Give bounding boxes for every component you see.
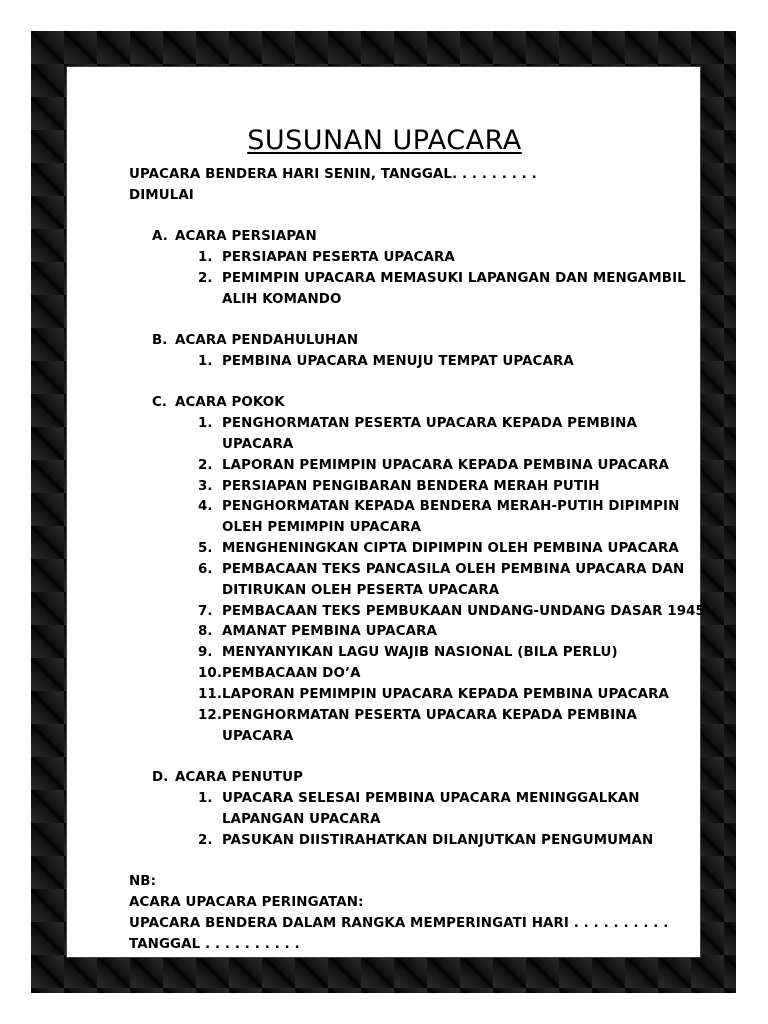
item-number: 10. xyxy=(198,666,223,681)
item-text: MENYANYIKAN LAGU WAJIB NASIONAL (BILA PERLU) xyxy=(222,645,618,660)
intro-line: UPACARA BENDERA HARI SENIN, TANGGAL. . . . . . . . . xyxy=(129,167,537,182)
section-letter: B. xyxy=(152,333,168,348)
item-number: 6. xyxy=(198,562,213,577)
item-text: MENGHENINGKAN CIPTA DIPIMPIN OLEH PEMBINA UPACARA xyxy=(222,541,679,556)
item-number: 7. xyxy=(198,604,213,619)
item-text: PERSIAPAN PENGIBARAN BENDERA MERAH PUTIH xyxy=(222,479,600,494)
item-text: LAPANGAN UPACARA xyxy=(222,812,381,827)
item-text: UPACARA SELESAI PEMBINA UPACARA MENINGGALKAN xyxy=(222,791,640,806)
intro-line: DIMULAI xyxy=(129,188,194,203)
document-page xyxy=(66,66,705,958)
decorative-border-frame xyxy=(31,31,736,993)
item-text: OLEH PEMIMPIN UPACARA xyxy=(222,520,421,535)
note-label: NB: xyxy=(129,874,157,889)
item-text: UPACARA xyxy=(222,437,294,452)
item-text: PEMBACAAN TEKS PANCASILA OLEH PEMBINA UPACARA DAN xyxy=(222,562,685,577)
item-number: 2. xyxy=(198,271,213,286)
item-text: PERSIAPAN PESERTA UPACARA xyxy=(222,250,455,265)
item-number: 11. xyxy=(198,687,223,702)
item-number: 9. xyxy=(198,645,213,660)
item-number: 2. xyxy=(198,458,213,473)
item-text: PEMBINA UPACARA MENUJU TEMPAT UPACARA xyxy=(222,354,574,369)
item-text: LAPORAN PEMIMPIN UPACARA KEPADA PEMBINA UPACARA xyxy=(222,687,669,702)
item-number: 1. xyxy=(198,250,213,265)
item-number: 3. xyxy=(198,479,213,494)
section-heading: ACARA PENDAHULUHAN xyxy=(175,333,359,348)
section-letter: A. xyxy=(152,229,168,244)
section-letter: C. xyxy=(152,395,168,410)
item-text: PENGHORMATAN KEPADA BENDERA MERAH-PUTIH DIPIMPIN xyxy=(222,499,680,514)
item-text: PENGHORMATAN PESERTA UPACARA KEPADA PEMBINA xyxy=(222,708,637,723)
item-number: 1. xyxy=(198,354,213,369)
note-line: ACARA UPACARA PERINGATAN: xyxy=(129,895,364,910)
note-line: UPACARA BENDERA DALAM RANGKA MEMPERINGATI HARI . . . . . . . . . . xyxy=(129,916,669,931)
section-heading: ACARA PENUTUP xyxy=(175,770,304,785)
item-text: PEMIMPIN UPACARA MEMASUKI LAPANGAN DAN MENGAMBIL xyxy=(222,271,686,286)
page-title: SUSUNAN UPACARA xyxy=(247,125,522,156)
item-text: PENGHORMATAN PESERTA UPACARA KEPADA PEMBINA xyxy=(222,416,637,431)
item-text: PEMBACAAN TEKS PEMBUKAAN UNDANG-UNDANG DASAR 1945 xyxy=(222,604,705,619)
item-number: 1. xyxy=(198,416,213,431)
item-text: UPACARA xyxy=(222,729,294,744)
section-letter: D. xyxy=(152,770,169,785)
item-number: 4. xyxy=(198,499,213,514)
section-heading: ACARA PERSIAPAN xyxy=(175,229,317,244)
item-text: PEMBACAAN DO’A xyxy=(222,666,361,681)
item-text: PASUKAN DIISTIRAHATKAN DILANJUTKAN PENGUMUMAN xyxy=(222,833,654,848)
item-text: DITIRUKAN OLEH PESERTA UPACARA xyxy=(222,583,500,598)
item-text: LAPORAN PEMIMPIN UPACARA KEPADA PEMBINA UPACARA xyxy=(222,458,669,473)
item-text: ALIH KOMANDO xyxy=(222,292,342,307)
item-text: AMANAT PEMBINA UPACARA xyxy=(222,624,437,639)
section-heading: ACARA POKOK xyxy=(175,395,285,410)
item-number: 1. xyxy=(198,791,213,806)
item-number: 2. xyxy=(198,833,213,848)
item-number: 12. xyxy=(198,708,223,723)
note-line: TANGGAL . . . . . . . . . . xyxy=(129,937,300,952)
item-number: 8. xyxy=(198,624,213,639)
item-number: 5. xyxy=(198,541,213,556)
